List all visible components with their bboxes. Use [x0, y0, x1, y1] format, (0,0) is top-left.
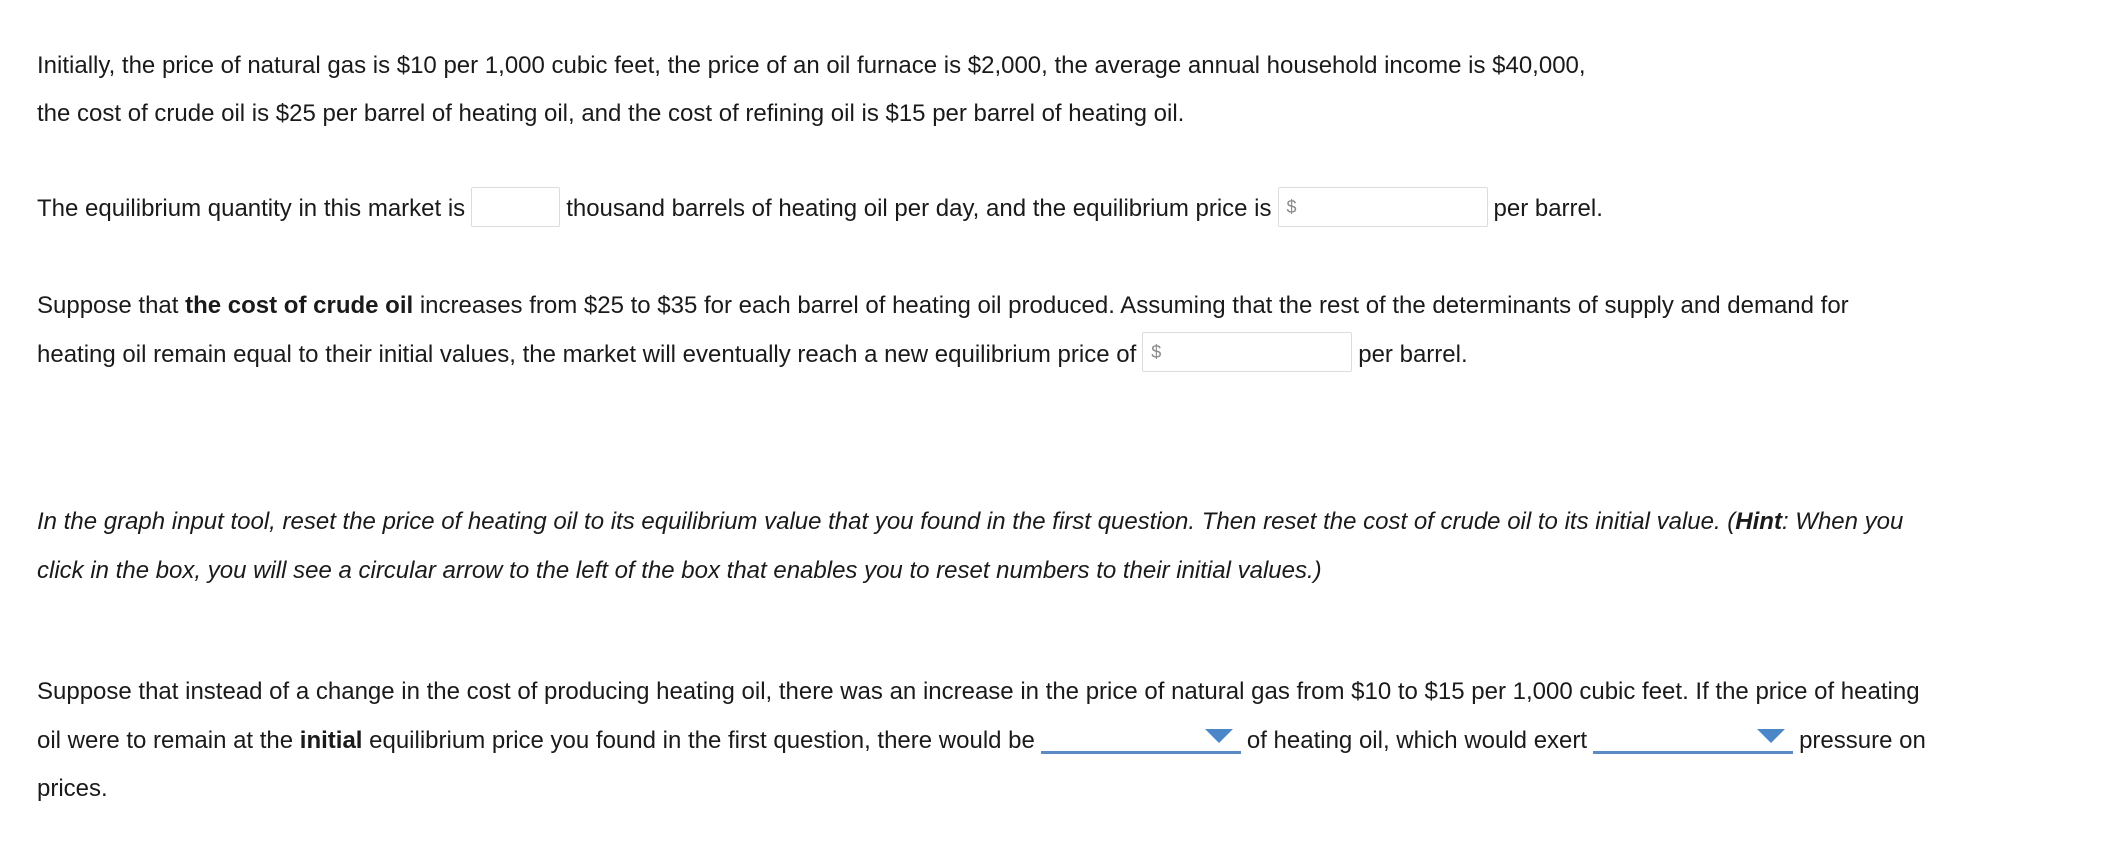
intro-paragraph	[37, 42, 1927, 138]
intro-line-1: Initially, the price of natural gas is $10 per 1,000 cubic feet, the price of an oil furnace is $2,000, the average annual household income is $40,000,	[37, 52, 1586, 79]
new-equilibrium-price-input[interactable]	[1142, 332, 1352, 372]
hint-label: Hint	[1735, 508, 1782, 535]
pressure-direction-dropdown[interactable]	[1593, 721, 1793, 754]
q3-text-c: of heating oil, which would exert	[1246, 726, 1588, 754]
question-1	[37, 185, 1927, 234]
q1-text-b: thousand barrels of heating oil per day, and the equilibrium price is	[566, 195, 1272, 222]
equilibrium-quantity-input[interactable]	[471, 187, 560, 227]
question-3	[37, 668, 1927, 814]
new-price-dollar-prefix: $	[1151, 342, 1162, 363]
graph-instruction	[37, 498, 1927, 595]
shortage-surplus-dropdown[interactable]	[1041, 721, 1241, 754]
q2-text-a: Suppose that	[37, 292, 179, 319]
chevron-down-icon[interactable]	[1205, 729, 1233, 743]
equilibrium-price-input[interactable]	[1278, 187, 1488, 227]
q2-bold-crude-oil: the cost of crude oil	[185, 292, 414, 319]
q3-bold-initial: initial	[299, 726, 363, 754]
q3-text-b: equilibrium price you found in the first question, there would be	[369, 726, 1035, 754]
q1-text-c: per barrel.	[1493, 195, 1603, 222]
chevron-down-icon[interactable]	[1757, 729, 1785, 743]
intro-line-2: the cost of crude oil is $25 per barrel of heating oil, and the cost of refining oil is $15 per barrel of heating oil.	[37, 100, 1185, 127]
price-dollar-prefix: $	[1286, 196, 1297, 217]
q1-text-a: The equilibrium quantity in this market is	[37, 195, 466, 222]
q3-text-a: Suppose that instead of a change in the cost of producing heating oil, there was an increase in the price of natural gas from $10 to $15 per 1,000 cubic feet. If the price of heating oil were to remain at the	[37, 678, 1920, 754]
instruction-text-b: : When you click in the box, you will see a circular arrow to the left of the box that enables you to reset numbers to their initial values.)	[37, 508, 1904, 584]
q2-text-b: increases from $25 to $35 for each barrel of heating oil produced. Assuming that the rest of the determinants of supply and demand for heating oil remain equal to their initial values, the market will eventually reach a new equilibrium price of	[37, 292, 1849, 368]
q3-text-d: pressure on prices.	[37, 726, 1926, 802]
question-2	[37, 282, 1927, 379]
q2-text-c: per barrel.	[1358, 340, 1468, 368]
instruction-text-a: In the graph input tool, reset the price of heating oil to its equilibrium value that you found in the first question. Then reset the cost of crude oil to its initial value. (	[37, 508, 1736, 535]
